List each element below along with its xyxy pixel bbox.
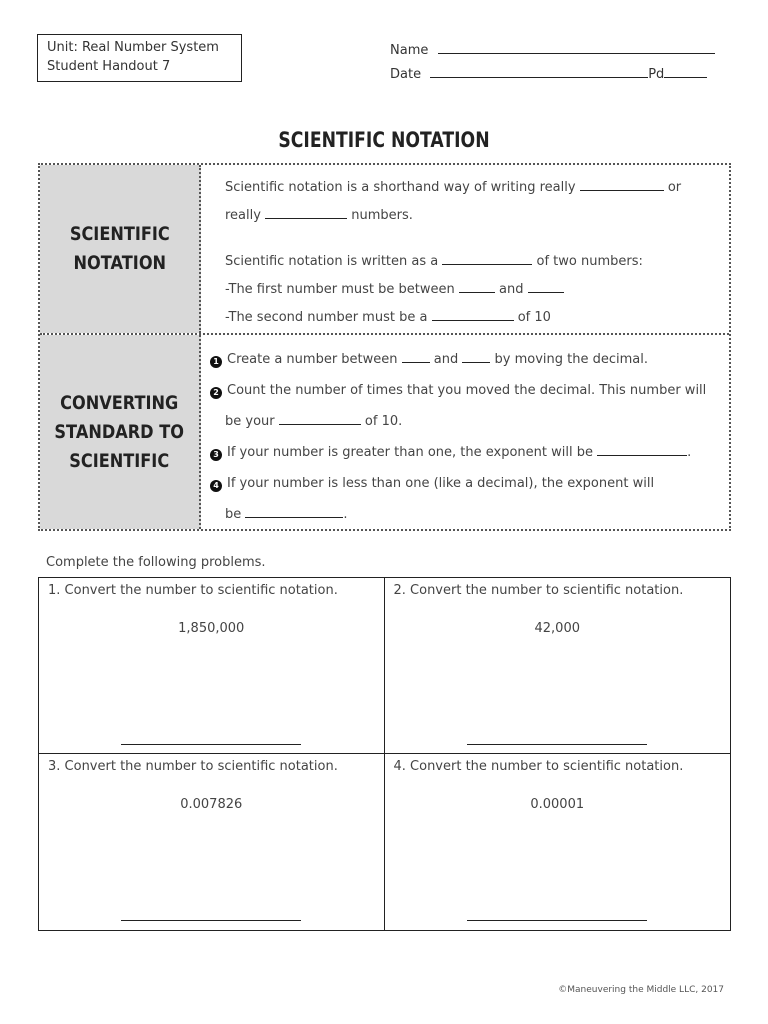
date-label: Date (390, 67, 422, 82)
problem-number: 0.007826 (180, 797, 243, 812)
problem-cell (39, 754, 385, 930)
note-text: -The first number must be between (225, 282, 455, 297)
answer-line[interactable] (121, 744, 301, 745)
section-label (55, 389, 185, 476)
note-line (225, 252, 643, 269)
period-label: Pd (648, 67, 665, 82)
label-line: CONVERTING (60, 391, 179, 414)
step-line (210, 383, 706, 399)
content-cell (210, 335, 721, 529)
step-text: . (687, 445, 692, 460)
note-line (225, 280, 564, 297)
notes-row-scientific-notation (40, 165, 729, 335)
answer-line[interactable] (467, 920, 647, 921)
step-3-icon: 3 (210, 449, 222, 461)
handout-label: Student Handout 7 (47, 59, 171, 74)
answer-line[interactable] (121, 920, 301, 921)
problem-number: 42,000 (534, 621, 580, 636)
section-label (70, 220, 170, 278)
name-date-block (390, 40, 720, 88)
fill-blank[interactable] (442, 252, 532, 265)
note-line (225, 206, 413, 223)
step-2-icon: 2 (210, 387, 222, 399)
note-text: Scientific notation is written as a (225, 254, 439, 269)
unit-info-box (37, 34, 242, 82)
step-text: . (343, 507, 348, 522)
problem-cell (385, 578, 731, 754)
note-line (225, 178, 681, 195)
note-text: of two numbers: (536, 254, 643, 269)
name-row (390, 40, 720, 64)
label-line: NOTATION (73, 252, 166, 274)
problem-prompt: 3. Convert the number to scientific notation. (48, 759, 338, 774)
step-text: Count the number of times that you moved the decimal. This number will (227, 383, 707, 398)
step-text: be (225, 507, 242, 522)
step-text: Create a number between (227, 352, 398, 367)
step-text: If your number is greater than one, the exponent will be (227, 445, 593, 460)
date-field[interactable] (430, 64, 648, 78)
problem-prompt: 2. Convert the number to scientific notation. (393, 583, 684, 598)
page-title: SCIENTIFIC NOTATION (278, 128, 490, 152)
problem-number: 0.00001 (530, 797, 585, 812)
fill-blank[interactable] (265, 206, 347, 219)
fill-blank[interactable] (597, 443, 687, 456)
fill-blank[interactable] (580, 178, 664, 191)
step-line (210, 476, 654, 492)
label-cell (40, 165, 201, 333)
fill-blank[interactable] (528, 280, 564, 293)
step-4-icon: 4 (210, 480, 222, 492)
note-text: or (667, 180, 682, 195)
problem-prompt: 4. Convert the number to scientific notation. (393, 759, 684, 774)
step-1-icon: 1 (210, 356, 222, 368)
problem-cell (385, 754, 731, 930)
step-text: by moving the decimal. (494, 352, 649, 367)
step-text: be your (225, 414, 275, 429)
fill-blank[interactable] (462, 350, 490, 363)
fill-blank[interactable] (432, 308, 514, 321)
step-text: and (433, 352, 459, 367)
fill-blank[interactable] (459, 280, 495, 293)
fill-blank[interactable] (279, 412, 361, 425)
problem-cell (39, 578, 385, 754)
label-line: STANDARD TO (54, 420, 185, 443)
notes-table (38, 163, 731, 531)
problem-number: 1,850,000 (178, 621, 245, 636)
note-text: numbers. (351, 208, 413, 223)
problem-grid (38, 577, 731, 931)
note-text: and (499, 282, 524, 297)
content-cell (210, 165, 721, 333)
step-text: If your number is less than one (like a decimal), the exponent will (227, 476, 655, 491)
label-line: SCIENTIFIC (69, 223, 170, 245)
name-label: Name (390, 43, 429, 58)
note-text: really (225, 208, 261, 223)
label-cell (40, 335, 201, 529)
step-line (225, 505, 348, 522)
instructions: Complete the following problems. (46, 555, 266, 570)
step-line (210, 350, 648, 368)
date-row (390, 64, 720, 88)
answer-line[interactable] (467, 744, 647, 745)
problem-prompt: 1. Convert the number to scientific notation. (48, 583, 338, 598)
period-field[interactable] (664, 64, 707, 78)
label-line: SCIENTIFIC (69, 449, 170, 472)
step-line (225, 412, 402, 429)
unit-label: Unit: Real Number System (47, 40, 219, 55)
note-text: Scientific notation is a shorthand way of writing really (225, 180, 576, 195)
note-text: -The second number must be a (225, 310, 428, 325)
note-text: of 10 (517, 310, 551, 325)
copyright: ©Maneuvering the Middle LLC, 2017 (558, 985, 724, 995)
fill-blank[interactable] (402, 350, 430, 363)
step-line (210, 443, 691, 461)
fill-blank[interactable] (245, 505, 343, 518)
note-line (225, 308, 551, 325)
notes-row-converting (40, 335, 729, 529)
name-field[interactable] (438, 40, 715, 54)
step-text: of 10. (364, 414, 403, 429)
